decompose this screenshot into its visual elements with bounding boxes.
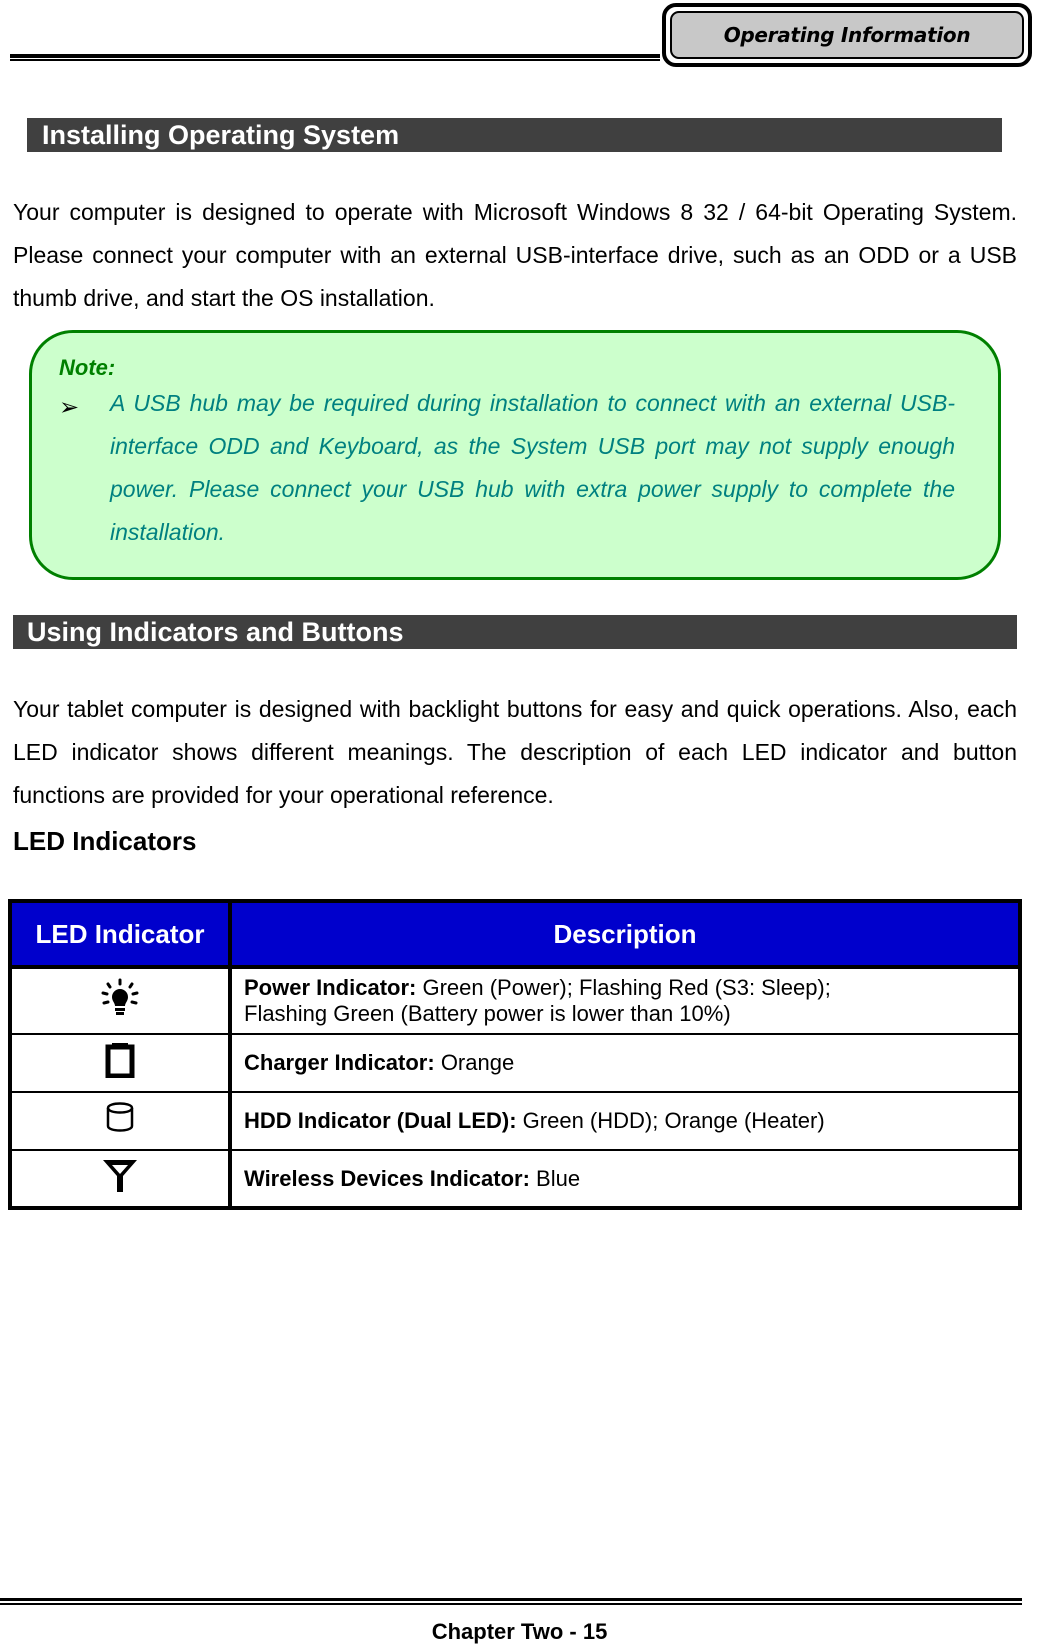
section-title-text: Using Indicators and Buttons [27, 617, 404, 647]
header-tab-label: Operating Information [670, 11, 1024, 59]
indicator-description: Blue [529, 1165, 581, 1191]
wireless-led-icon [100, 1156, 140, 1196]
led-icon-cell [10, 1092, 230, 1150]
description-cell [230, 1150, 1020, 1208]
page-footer: Chapter Two - 15 [431, 1619, 608, 1644]
arrow-bullet-icon: ➢ [59, 394, 80, 421]
table-row [10, 967, 1020, 1034]
section-title-installing [27, 118, 1002, 152]
footer-rule [0, 1598, 1022, 1605]
hdd-led-icon [102, 1100, 138, 1136]
led-indicator-table [8, 899, 1022, 1210]
description-cell [230, 1034, 1020, 1092]
led-icon-cell [10, 967, 230, 1034]
charger-led-icon [102, 1042, 138, 1078]
table-row [10, 1092, 1020, 1150]
led-icon-cell [10, 1150, 230, 1208]
indicators-paragraph: Your tablet computer is designed with backlight buttons for easy and quick operations. Also, each LED indicator shows different meanings. The description of each LED indicator and button functions are provided for your operational reference. [13, 696, 1017, 808]
indicator-label: Wireless Devices Indicator: [244, 1165, 530, 1191]
led-icon-cell [10, 1034, 230, 1092]
power-led-icon [100, 978, 140, 1018]
table-row [10, 1034, 1020, 1092]
note-box [29, 330, 1001, 580]
column-header-led: LED Indicator [10, 901, 230, 967]
installing-paragraph: Your computer is designed to operate with Microsoft Windows 8 32 / 64-bit Operating System. Please connect your computer with an external USB-interface drive, such as an ODD or a USB thumb drive, and start the OS installation. [13, 199, 1017, 311]
table-row [10, 1150, 1020, 1208]
indicator-description: Green (Power); Flashing Red (S3: Sleep); [416, 975, 831, 1000]
note-title: Note: [59, 355, 116, 380]
indicator-description: Orange [434, 1050, 515, 1075]
indicator-label: Power Indicator: [244, 975, 417, 1000]
indicator-label: Charger Indicator: [244, 1050, 435, 1075]
indicator-description: Green (HDD); Orange (Heater) [516, 1108, 825, 1133]
note-text: A USB hub may be required during installation to connect with an external USB-interface ODD and Keyboard, as the System USB port may not supply enough power. Please connect your USB hub with extra power supply to complete the installation. [110, 390, 955, 545]
section-title-text: Installing Operating System [42, 120, 400, 150]
indicator-label: HDD Indicator (Dual LED): [244, 1108, 517, 1133]
led-indicators-heading: LED Indicators [13, 826, 197, 856]
table-header-row [10, 901, 1020, 967]
description-cell [230, 1092, 1020, 1150]
header-tab [662, 3, 1032, 67]
column-header-description: Description [230, 901, 1020, 967]
header-rule [10, 54, 660, 61]
description-cell [230, 967, 1020, 1034]
section-title-indicators [13, 615, 1017, 649]
indicator-description-continued: Flashing Green (Battery power is lower than 10%) [244, 1001, 731, 1026]
